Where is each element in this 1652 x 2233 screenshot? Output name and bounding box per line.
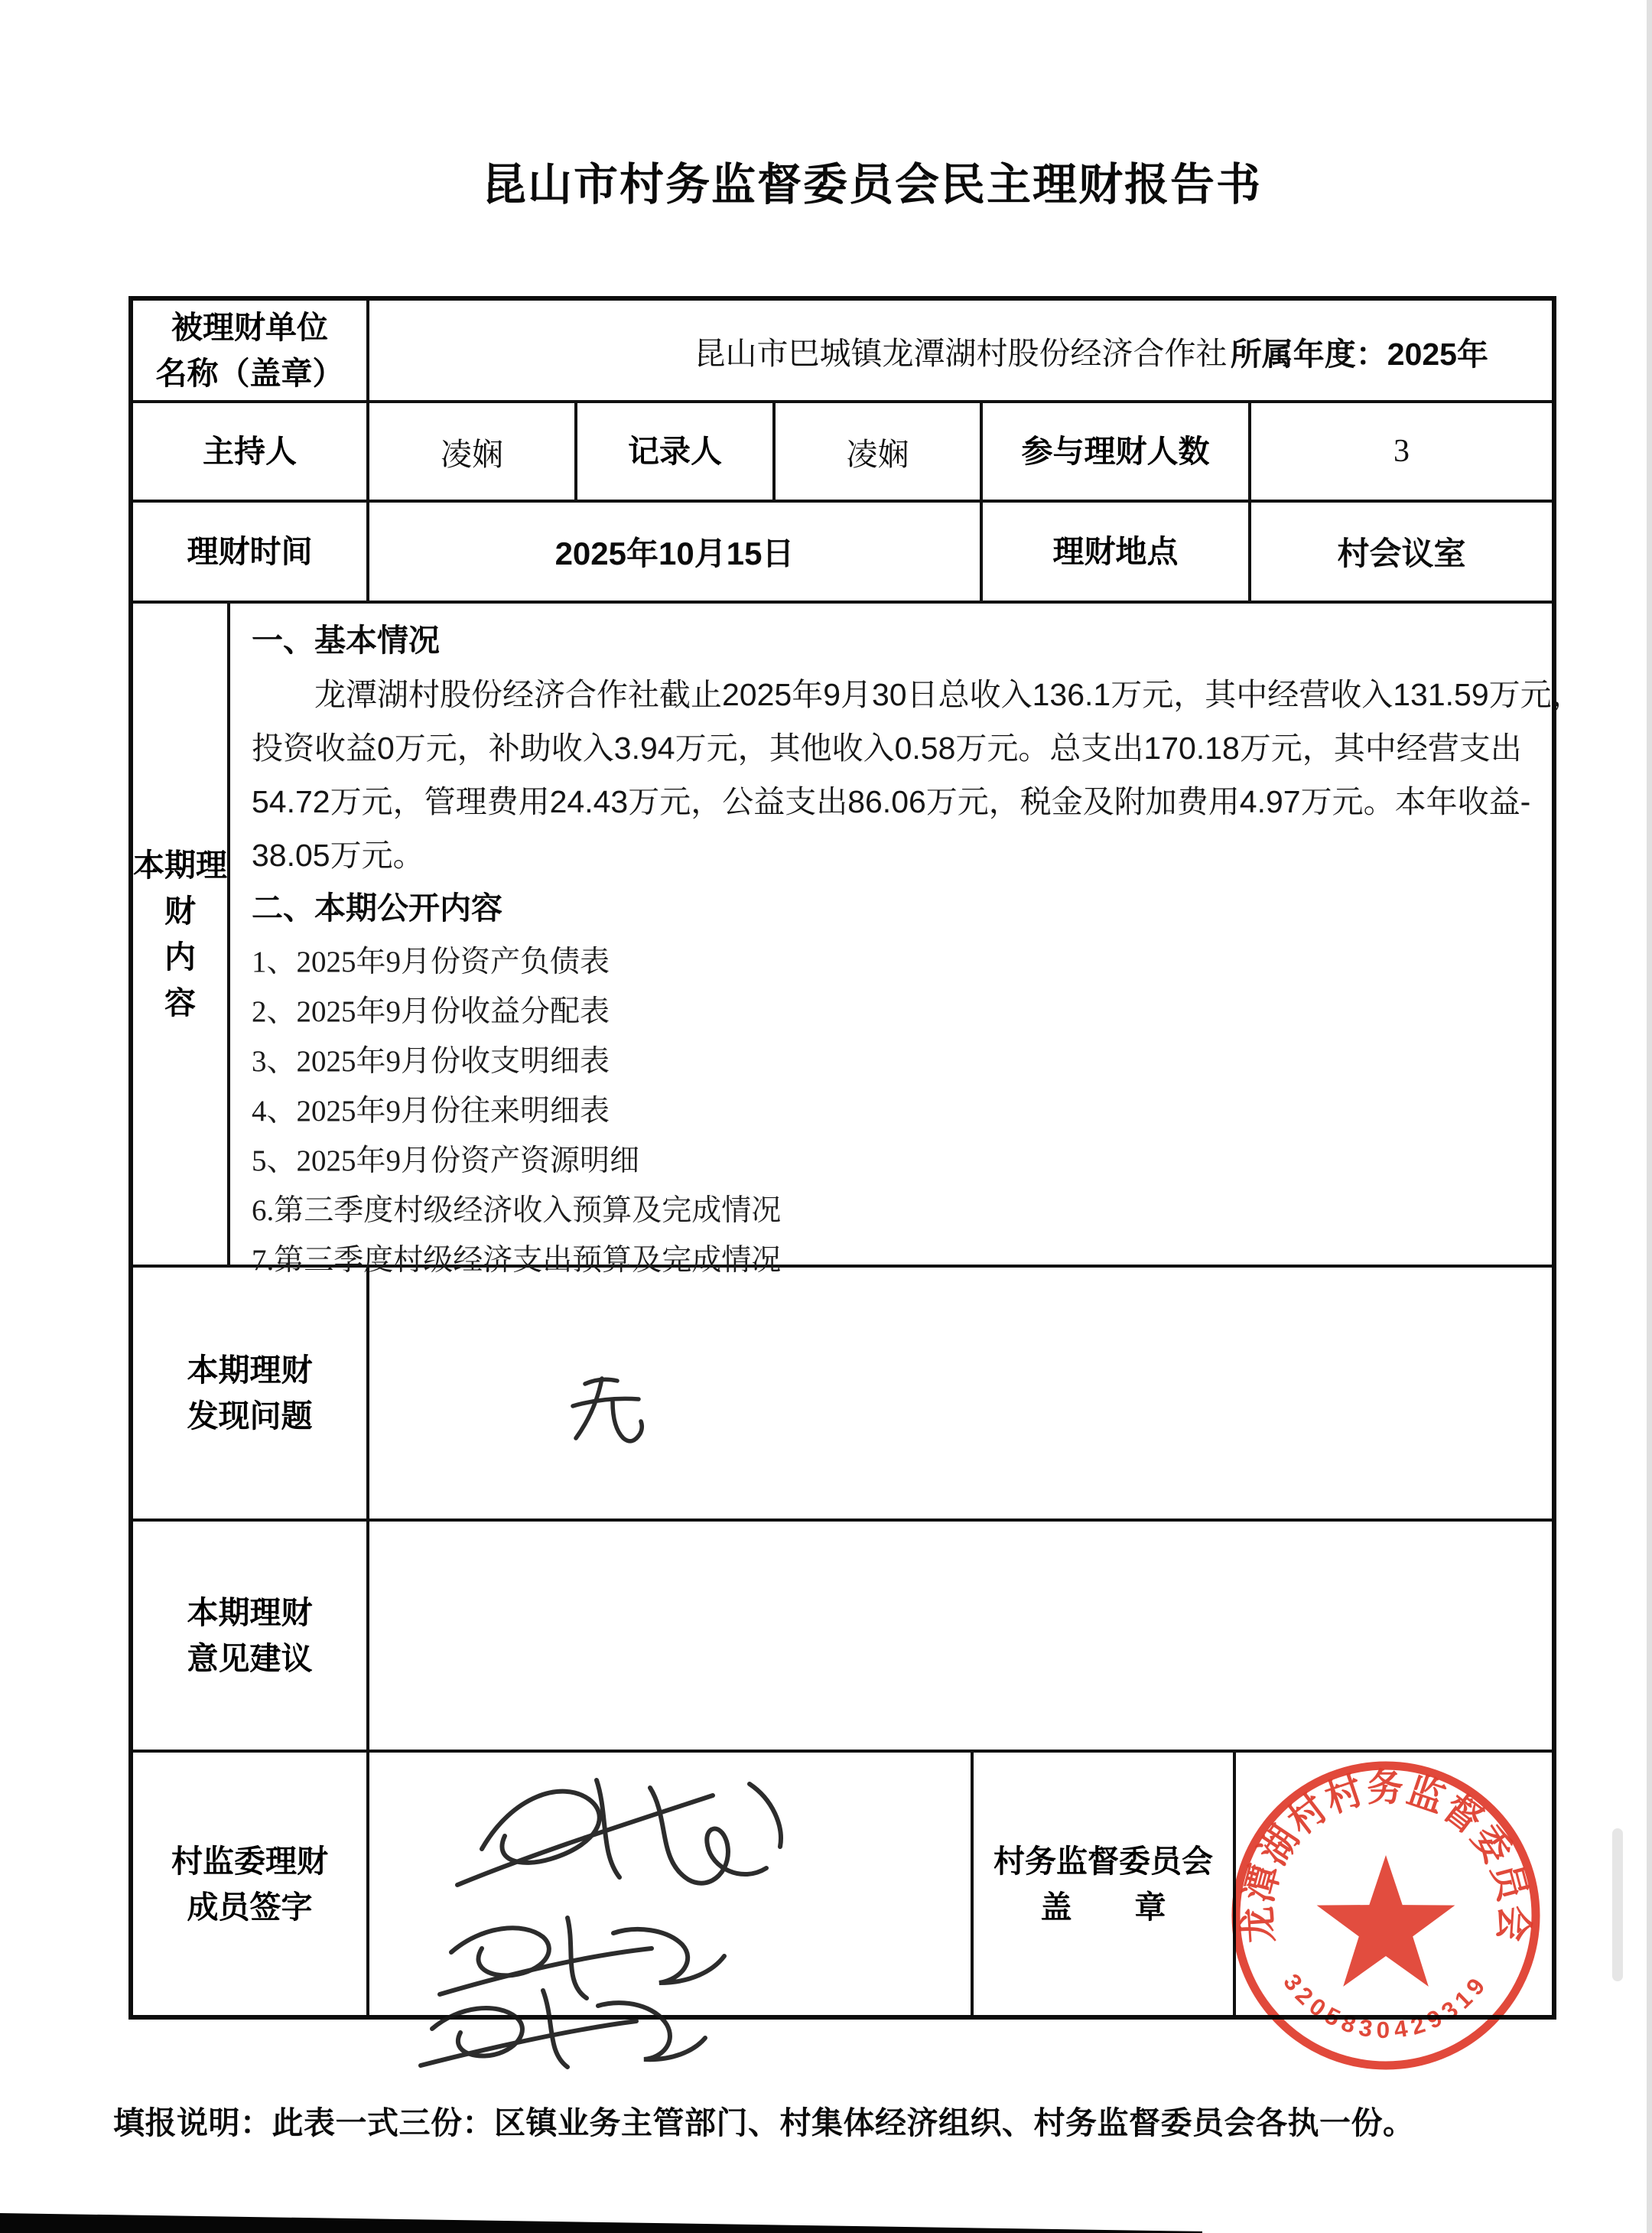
unit-value-cell bbox=[369, 301, 1552, 400]
row-problems bbox=[133, 1268, 1552, 1522]
row-content bbox=[133, 604, 1583, 1277]
content-label-line1: 本期理财 bbox=[133, 848, 227, 929]
problems-label-cell bbox=[133, 1268, 369, 1519]
host-label: 主持人 bbox=[203, 434, 297, 469]
section1-heading: 一、基本情况 bbox=[252, 623, 440, 658]
time-label-cell bbox=[133, 503, 369, 601]
advice-label-line2: 意见建议 bbox=[187, 1641, 313, 1676]
seal-label-line2: 盖 章 bbox=[1040, 1889, 1166, 1925]
footer-note: 填报说明：此表一式三份：区镇业务主管部门、村集体经济组织、村务监督委员会各执一份。 bbox=[113, 2105, 1415, 2140]
host-label-cell bbox=[133, 403, 369, 500]
unit-label-cell bbox=[133, 301, 369, 400]
stroke bbox=[573, 1398, 639, 1406]
disclosure-item: 7.第三季度村级经济支出预算及完成情况 bbox=[252, 1244, 782, 1277]
stroke bbox=[576, 1379, 602, 1438]
row-advice bbox=[133, 1522, 1552, 1753]
host-value: 凌娴 bbox=[441, 436, 503, 472]
place-value: 村会议室 bbox=[1337, 535, 1466, 571]
place-label-cell bbox=[983, 503, 1251, 601]
paragraph-line: 38.05万元。 bbox=[252, 838, 424, 873]
paragraph-line: 投资收益0万元，补助收入3.94万元，其他收入0.58万元。总支出170.18万元，其中经营支出 bbox=[252, 731, 1522, 766]
content-body-cell bbox=[230, 604, 1603, 1277]
participants-value-cell bbox=[1251, 403, 1552, 500]
section2-heading: 二、本期公开内容 bbox=[252, 890, 502, 926]
unit-label-line1: 被理财单位 bbox=[171, 310, 328, 345]
handwritten-signatures bbox=[367, 1753, 979, 2075]
problems-value-cell bbox=[369, 1268, 1552, 1519]
time-label: 理财时间 bbox=[187, 534, 313, 569]
stamp-serial-number: 3205830429319 bbox=[1278, 1968, 1494, 2044]
time-value-cell bbox=[369, 503, 983, 601]
summary-paragraph bbox=[252, 668, 1583, 882]
sign-label-line2: 成员签字 bbox=[187, 1889, 313, 1925]
recorder-label-cell bbox=[577, 403, 776, 500]
committee-seal-stamp bbox=[1218, 1746, 1554, 2090]
disclosure-item: 3、2025年9月份收支明细表 bbox=[252, 1045, 610, 1078]
participants-value: 3 bbox=[1393, 434, 1410, 469]
content-label-cell bbox=[133, 604, 259, 1265]
problems-label-line2: 发现问题 bbox=[187, 1398, 313, 1434]
row-schedule bbox=[133, 503, 1552, 604]
recorder-value: 凌娴 bbox=[846, 436, 909, 472]
signature-3 bbox=[421, 1990, 705, 2067]
scan-artifact-smudge bbox=[1612, 1828, 1623, 1981]
advice-label-line1: 本期理财 bbox=[187, 1595, 313, 1630]
advice-value-cell bbox=[369, 1522, 1552, 1750]
stamp-arc-text: 龙潭湖村村务监督委员会 bbox=[1235, 1766, 1537, 1947]
signature-1 bbox=[457, 1780, 781, 1885]
advice-label-cell bbox=[133, 1522, 369, 1750]
paragraph-line: 龙潭湖村股份经济合作社截止2025年9月30日总收入136.1万元，其中经营收入131.59万元， bbox=[314, 677, 1583, 712]
scan-artifact-right-edge bbox=[1647, 0, 1652, 2233]
content-label-line2: 内 容 bbox=[164, 939, 259, 1020]
scan-artifact-black-wedge bbox=[0, 2213, 1202, 2233]
row-unit bbox=[133, 301, 1552, 403]
place-label: 理财地点 bbox=[1052, 534, 1179, 569]
disclosure-item: 4、2025年9月份往来明细表 bbox=[252, 1095, 610, 1128]
unit-value: 昆山市巴城镇龙潭湖村股份经济合作社 bbox=[694, 335, 1228, 371]
signature-2 bbox=[440, 1918, 724, 1998]
participants-label-cell bbox=[983, 403, 1251, 500]
stroke bbox=[613, 1401, 642, 1441]
time-value: 2025年10月15日 bbox=[554, 535, 795, 571]
row-meeting bbox=[133, 403, 1552, 503]
seal-label-line1: 村务监督委员会 bbox=[993, 1843, 1213, 1879]
recorder-label: 记录人 bbox=[628, 434, 722, 469]
fiscal-year-label: 所属年度：2025年 bbox=[1230, 337, 1488, 372]
participants-label: 参与理财人数 bbox=[1021, 434, 1210, 469]
disclosure-item: 5、2025年9月份资产资源明细 bbox=[252, 1144, 640, 1177]
seal-label-cell bbox=[974, 1753, 1236, 2015]
sign-label-cell bbox=[133, 1753, 369, 2015]
sign-label-line1: 村监委理财 bbox=[171, 1843, 328, 1879]
unit-label-line2: 名称（盖章） bbox=[155, 356, 344, 391]
recorder-value-cell bbox=[776, 403, 983, 500]
paragraph-line: 54.72万元，管理费用24.43万元，公益支出86.06万元，税金及附加费用4.97万元。本年收益- bbox=[252, 784, 1531, 819]
stamp-star-icon bbox=[1317, 1855, 1455, 1987]
problems-label-line1: 本期理财 bbox=[187, 1352, 313, 1388]
disclosure-item: 1、2025年9月份资产负债表 bbox=[252, 946, 610, 978]
disclosure-list bbox=[252, 937, 1583, 1285]
host-value-cell bbox=[369, 403, 577, 500]
handwritten-none-mark bbox=[562, 1363, 654, 1455]
place-value-cell bbox=[1251, 503, 1552, 601]
page-title: 昆山市村务监督委员会民主理财报告书 bbox=[481, 160, 1262, 210]
disclosure-item: 2、2025年9月份收益分配表 bbox=[252, 995, 610, 1028]
disclosure-item: 6.第三季度村级经济收入预算及完成情况 bbox=[252, 1194, 782, 1227]
